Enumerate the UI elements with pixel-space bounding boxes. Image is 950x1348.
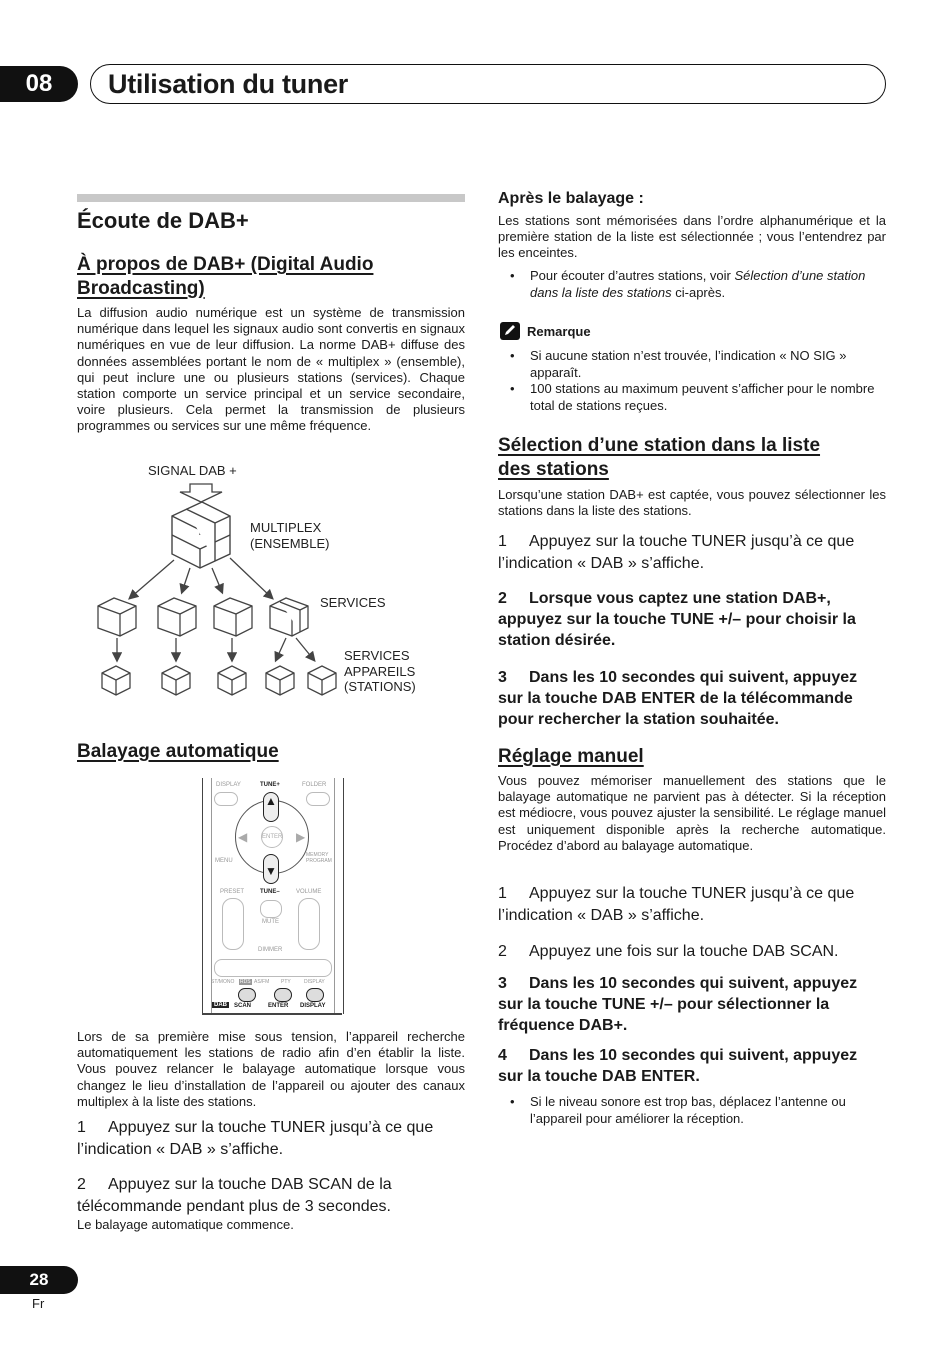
chapter-badge: 08 <box>0 66 78 102</box>
after-bullet-link: Sélection d’une station dans la liste des stations <box>530 268 866 300</box>
dab-structure-diagram <box>90 480 350 705</box>
remote-bottom-edge <box>202 1013 342 1015</box>
remote-dimmer-label: DIMMER <box>258 947 283 953</box>
right-arrow-icon: ▶ <box>296 830 306 844</box>
manual-text: Vous pouvez mémoriser manuellement des stations que le balayage automatique ne parvient pas à détecter. Si la réception est médiocre, vous pouvez ajuster la sensibilité. Le réglage manuel est uniquement disponible après la recherche automatique. Procédez d’abord au balayage automatique. <box>498 773 886 853</box>
remote-volume-label: VOLUME <box>296 889 322 895</box>
remark-bullets <box>498 348 886 414</box>
manual-step-1-num: 1 <box>498 885 507 902</box>
scan-step-2-text: Appuyez sur la touche DAB SCAN de la télécommande pendant plus de 3 secondes. <box>77 1176 392 1215</box>
station-cube-icon <box>102 666 130 695</box>
scan-step-1-text: Appuyez sur la touche TUNER jusqu’à ce que l’indication « DAB » s’affiche. <box>77 1119 434 1158</box>
manual-step-3 <box>498 973 886 1036</box>
after-text: Les stations sont mémorisées dans l’ordre alphanumérique et la première station de la liste est sélectionnée ; vous l’entendrez par les enceintes. <box>498 213 886 261</box>
manual-bullet: • Si le niveau sonore est trop bas, déplacez l’antenne ou l’appareil pour améliorer la réception. <box>498 1094 886 1127</box>
scan-step-2-num: 2 <box>77 1176 86 1193</box>
scan-text: Lors de sa première mise sous tension, l’appareil recherche automatiquement les stations de radio afin d’en établir la liste. Vous pouvez relancer le balayage automatique lorsque vous changez le lieu d’installation de l’appareil ou ajouter des canaux multiplex à la liste des stations. <box>77 1029 465 1109</box>
station-cube-icon <box>308 666 336 695</box>
page-number: 28 <box>0 1266 78 1294</box>
scan-step-1 <box>77 1117 465 1161</box>
select-step-1 <box>498 531 886 575</box>
station-cube-icon <box>218 666 246 695</box>
after-bullet <box>498 268 886 301</box>
remote-enter-key: ENTER <box>261 826 283 848</box>
service-cube-icon <box>214 598 252 636</box>
manual-step-1 <box>498 883 886 927</box>
manual-step-2 <box>498 941 886 962</box>
stations-label-line1: SERVICES <box>344 648 410 663</box>
manual-step-2-text: Appuyez une fois sur la touche DAB SCAN. <box>529 943 839 960</box>
select-title-line1: Sélection d’une station dans la liste <box>498 435 821 456</box>
select-step-2 <box>498 588 886 651</box>
select-title <box>498 434 886 482</box>
remote-tune-plus-label: TUNE+ <box>260 782 280 788</box>
remote-display-label: DISPLAY <box>216 782 241 788</box>
station-cube-icon <box>266 666 294 695</box>
service-cube-icon <box>158 598 196 636</box>
select-step-1-num: 1 <box>498 533 507 550</box>
after-bullet-suffix: ci-après. <box>671 284 726 300</box>
remark-bullet: • 100 stations au maximum peuvent s’afficher pour le nombre total de stations reçues. <box>498 381 886 414</box>
remote-dab-enter-key <box>274 988 292 1002</box>
remote-scan-label: SCAN <box>234 1003 252 1009</box>
manual-step-3-text: Dans les 10 secondes qui suivent, appuyez sur la touche TUNE +/– pour sélectionner la fréquence DAB+. <box>498 975 858 1034</box>
stations-label-line2: APPAREILS <box>344 663 416 679</box>
signal-label: SIGNAL DAB + <box>148 463 237 478</box>
remote-folder-label: FOLDER <box>302 782 327 788</box>
select-step-3-text: Dans les 10 secondes qui suivent, appuyez sur la touche DAB ENTER de la télécommande pour rechercher la station souhaitée. <box>498 669 858 728</box>
after-bullets <box>498 268 886 301</box>
multiplex-cube-icon <box>172 502 230 568</box>
about-text: La diffusion audio numérique est un système de transmission numérique dans lequel les signaux audio sont convertis en signaux numériques en vue de leur diffusion. La norme DAB+ diffuse des données assemblées portant le nom de « multiplex » (ensemble), qui peut inclure une ou plusieurs stations (services). Chaque station comporte un service principal et un service secondaire, voire plusieurs. Cela permet la transmission de plusieurs programmes ou services sur une même fréquence. <box>77 305 465 434</box>
about-title-line1: À propos de DAB+ (Digital Audio <box>77 254 374 275</box>
manual-step-2-num: 2 <box>498 943 507 960</box>
multiplex-label-line1: MULTIPLEX <box>250 520 322 535</box>
remark-title: Remarque <box>527 324 591 339</box>
remote-rds-label: RDS <box>240 979 251 985</box>
select-step-2-num: 2 <box>498 590 507 607</box>
manual-step-4-num: 4 <box>498 1047 507 1064</box>
remote-memory-line2: PROGRAM <box>306 858 332 864</box>
select-step-3-num: 3 <box>498 669 507 686</box>
select-step-1-text: Appuyez sur la touche TUNER jusqu’à ce que l’indication « DAB » s’affiche. <box>498 533 855 572</box>
manual-title: Réglage manuel <box>498 746 644 767</box>
remote-tune-minus-label: TUNE– <box>260 889 280 895</box>
remote-preset-rocker <box>222 898 244 950</box>
remote-memory-label <box>306 852 332 864</box>
remote-keys <box>202 778 342 1014</box>
note-pencil-icon <box>500 322 520 340</box>
scan-step-1-num: 1 <box>77 1119 86 1136</box>
remote-mute-label: MUTE <box>262 919 279 925</box>
remote-asfm-label: AS/FM <box>254 979 270 985</box>
after-bullet-prefix: Pour écouter d’autres stations, voir <box>530 268 735 283</box>
remote-preset-label: PRESET <box>220 889 245 895</box>
remote-menu-label: MENU <box>215 858 233 864</box>
remote-transport-bar <box>214 959 332 977</box>
remote-memory-line1: MEMORY <box>306 852 329 858</box>
manual-bullets <box>498 1094 886 1127</box>
language-code: Fr <box>32 1296 45 1311</box>
remote-display3-label: DISPLAY <box>300 1003 326 1009</box>
stations-label-line3: (STATIONS) <box>344 679 416 694</box>
remote-volume-rocker <box>298 898 320 950</box>
down-arrow-icon: ▼ <box>265 864 277 878</box>
up-arrow-icon: ▲ <box>265 794 277 808</box>
manual-step-3-num: 3 <box>498 975 507 992</box>
left-arrow-icon: ◀ <box>238 830 248 844</box>
page-title: Utilisation du tuner <box>108 69 348 99</box>
select-step-3 <box>498 667 886 730</box>
section-title: Écoute de DAB+ <box>77 208 249 233</box>
remote-display-key <box>214 792 238 806</box>
select-title-line2: des stations <box>498 459 609 480</box>
service-cube-icon <box>98 598 136 636</box>
scan-step-2-note: Le balayage automatique commence. <box>77 1217 294 1232</box>
manual-step-4 <box>498 1045 886 1087</box>
about-title-line2: Broadcasting) <box>77 278 205 299</box>
stations-label <box>344 648 416 695</box>
about-title <box>77 253 465 301</box>
remark-bullet: • Si aucune station n’est trouvée, l’indication « NO SIG » apparaît. <box>498 348 886 381</box>
remote-folder-key <box>306 792 330 806</box>
service-cube-icon <box>270 598 308 636</box>
scan-title: Balayage automatique <box>77 741 279 762</box>
remote-pty-label: PTY <box>281 979 291 985</box>
multiplex-label-line2: (ENSEMBLE) <box>250 535 330 551</box>
scan-step-2 <box>77 1174 465 1218</box>
after-title: Après le balayage : <box>498 190 644 207</box>
remote-enter2-label: ENTER <box>268 1003 289 1009</box>
remote-stmono-label: ST/MONO <box>211 979 235 985</box>
remote-dab-scan-key <box>238 988 256 1002</box>
remote-dab-label: DAB <box>214 1002 227 1008</box>
select-text: Lorsqu’une station DAB+ est captée, vous pouvez sélectionner les stations dans la liste des stations. <box>498 487 886 519</box>
select-step-2-text: Lorsque vous captez une station DAB+, appuyez sur la touche TUNE +/– pour choisir la station désirée. <box>498 590 856 649</box>
remote-display2-label: DISPLAY <box>304 979 325 985</box>
manual-step-1-text: Appuyez sur la touche TUNER jusqu’à ce que l’indication « DAB » s’affiche. <box>498 885 855 924</box>
remote-mute-key <box>260 900 282 918</box>
station-cube-icon <box>162 666 190 695</box>
signal-arrow-icon <box>180 484 222 502</box>
remote-dab-display-key <box>306 988 324 1002</box>
services-label: SERVICES <box>320 595 386 610</box>
manual-step-4-text: Dans les 10 secondes qui suivent, appuyez sur la touche DAB ENTER. <box>498 1047 858 1085</box>
section-divider <box>77 194 465 202</box>
